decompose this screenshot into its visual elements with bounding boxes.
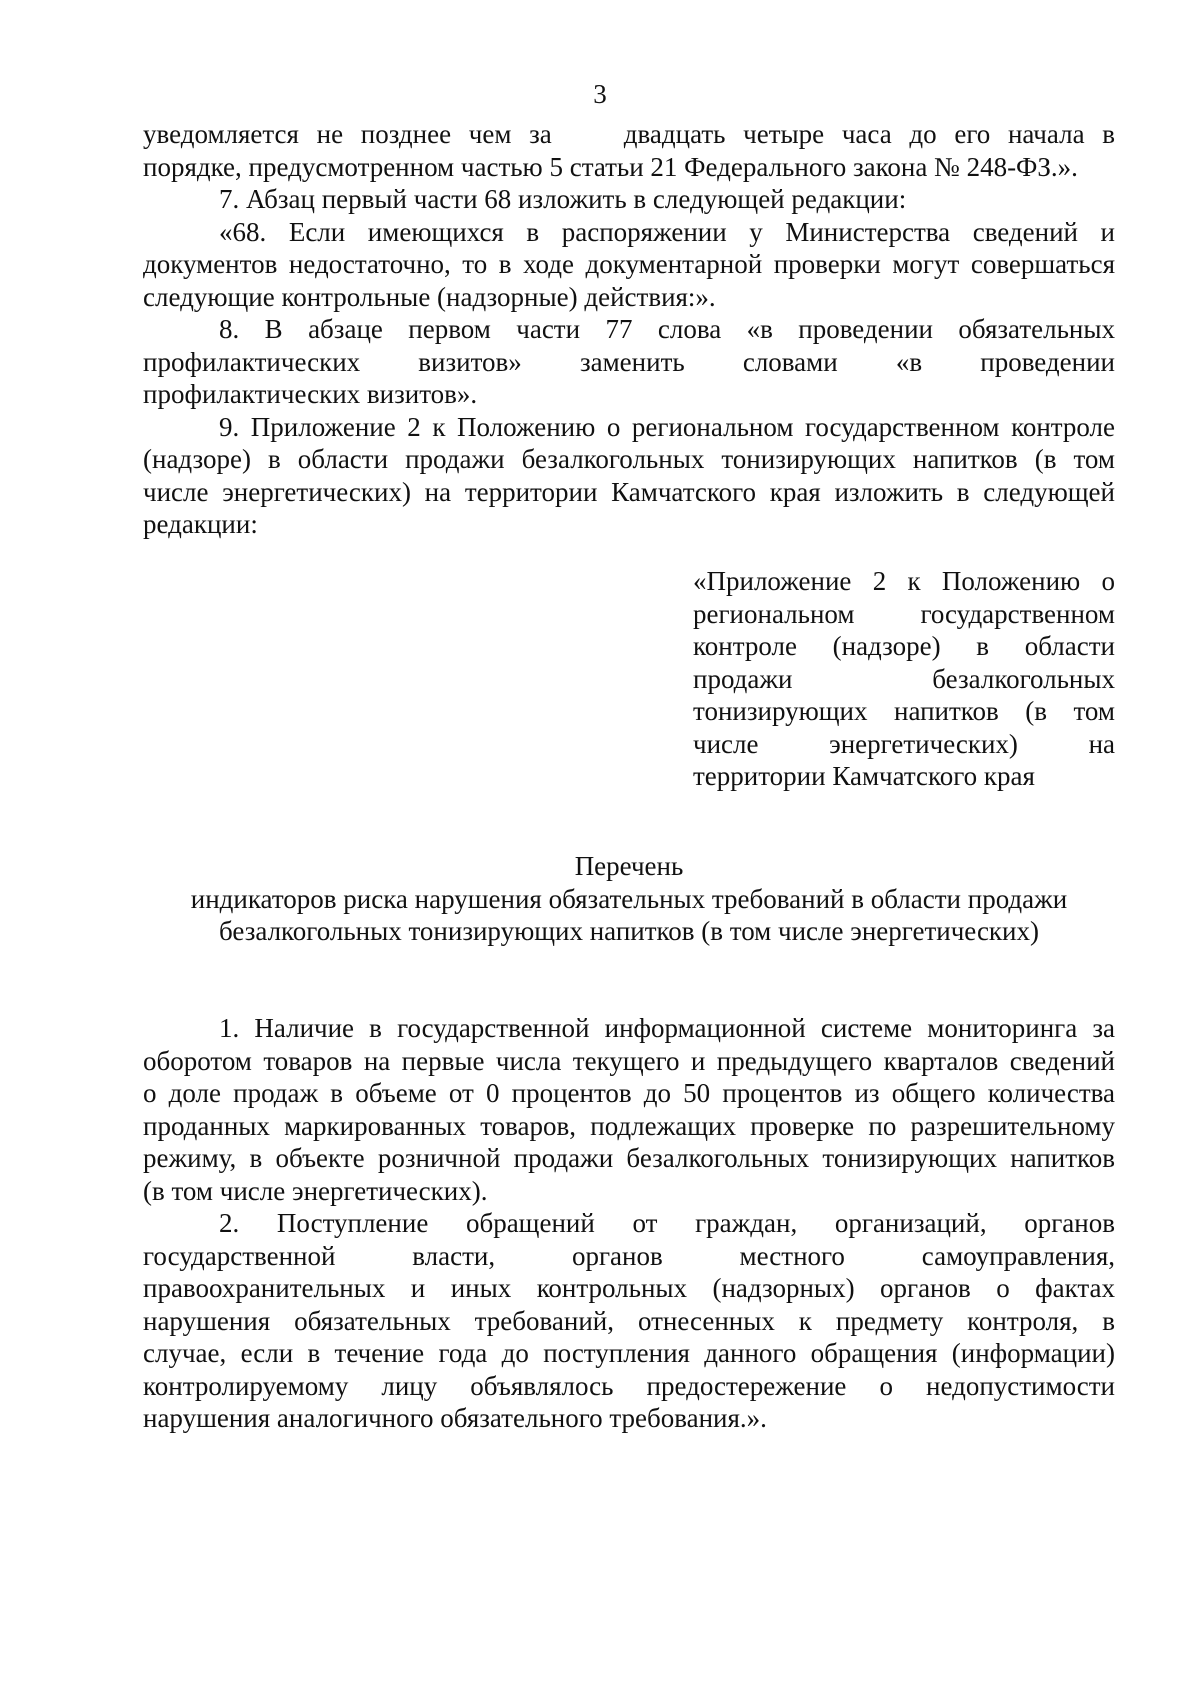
- text-line: тонизирующих напитков (в том: [693, 696, 1115, 726]
- text-line: «Приложение 2 к Положению о: [693, 566, 1115, 596]
- text-line: числе энергетических) на: [693, 728, 1115, 759]
- list-item-1: [143, 1012, 1115, 1207]
- text-line: нарушения обязательных требований, отнесенных к предмету контроля, в: [143, 1305, 1115, 1336]
- text-line: «68. Если имеющихся в распоряжении у Министерства сведений и: [219, 216, 1115, 247]
- text-line: (в том числе энергетических).: [143, 1175, 488, 1206]
- title-line: безалкогольных тонизирующих напитков (в том числе энергетических): [219, 916, 1039, 946]
- text-line: контролируемому лицу объявлялось предостережение о недопустимости: [143, 1370, 1115, 1401]
- text-line: 1. Наличие в государственной информационной системе мониторинга за: [219, 1013, 1115, 1043]
- text-line: профилактических визитов» заменить словами «в проведении: [143, 346, 1115, 377]
- text-line: государственной власти, органов местного самоуправления,: [143, 1240, 1115, 1271]
- text-line: следующие контрольные (надзорные) действия:».: [143, 281, 716, 312]
- paragraph-item-8: [143, 313, 1115, 411]
- text-line: порядке, предусмотренном частью 5 статьи 21 Федерального закона № 248-ФЗ.».: [143, 151, 1078, 182]
- text-line: 2. Поступление обращений от граждан, организаций, органов: [219, 1208, 1115, 1238]
- text-line: оборотом товаров на первые числа текущего и предыдущего кварталов сведений: [143, 1045, 1115, 1076]
- risk-indicators-list: [143, 1012, 1115, 1435]
- text-line: редакции:: [143, 509, 258, 539]
- paragraph-item-9: [143, 411, 1115, 541]
- text-line: случае, если в течение года до поступления данного обращения (информации): [143, 1338, 1115, 1368]
- text-line: профилактических визитов».: [143, 379, 478, 409]
- text-line: о доле продаж в объеме от 0 процентов до 50 процентов из общего количества: [143, 1078, 1115, 1108]
- paragraph-item-7: 7. Абзац первый части 68 изложить в следующей редакции:: [219, 184, 907, 214]
- list-title: [143, 850, 1115, 948]
- amendments-text: [143, 118, 1115, 541]
- title-line: Перечень: [574, 851, 684, 881]
- text-line: продажи безалкогольных: [693, 663, 1115, 694]
- text-line: числе энергетических) на территории Камчатского края изложить в следующей: [143, 476, 1115, 507]
- text-line: правоохранительных и иных контрольных (надзорных) органов о фактах: [143, 1273, 1115, 1303]
- paragraph-continuation: [143, 118, 1115, 183]
- list-item-2: [143, 1207, 1115, 1435]
- text-line: нарушения аналогичного обязательного требования.».: [143, 1403, 767, 1433]
- text-line: территории Камчатского края: [693, 761, 1035, 791]
- text-line: проданных маркированных товаров, подлежащих проверке по разрешительному: [143, 1110, 1115, 1141]
- text-line: контроле (надзоре) в области: [693, 631, 1115, 661]
- paragraph-quote-68: [143, 216, 1115, 314]
- text-line: режиму, в объекте розничной продажи безалкогольных тонизирующих напитков: [143, 1143, 1115, 1173]
- text-line: региональном государственном: [693, 598, 1115, 629]
- text-line: (надзоре) в области продажи безалкогольных тонизирующих напитков (в том: [143, 444, 1115, 474]
- text-line: документов недостаточно, то в ходе документарной проверки могут совершаться: [143, 249, 1115, 279]
- text-line: 8. В абзаце первом части 77 слова «в проведении обязательных: [219, 314, 1115, 344]
- text-line: 9. Приложение 2 к Положению о региональном государственном контроле: [219, 411, 1115, 442]
- text-line: уведомляется не позднее чем за двадцать четыре часа до его начала в: [143, 119, 1116, 149]
- page-number: 3: [593, 79, 607, 109]
- title-line: индикаторов риска нарушения обязательных требований в области продажи: [190, 883, 1068, 914]
- appendix-heading: [693, 565, 1115, 793]
